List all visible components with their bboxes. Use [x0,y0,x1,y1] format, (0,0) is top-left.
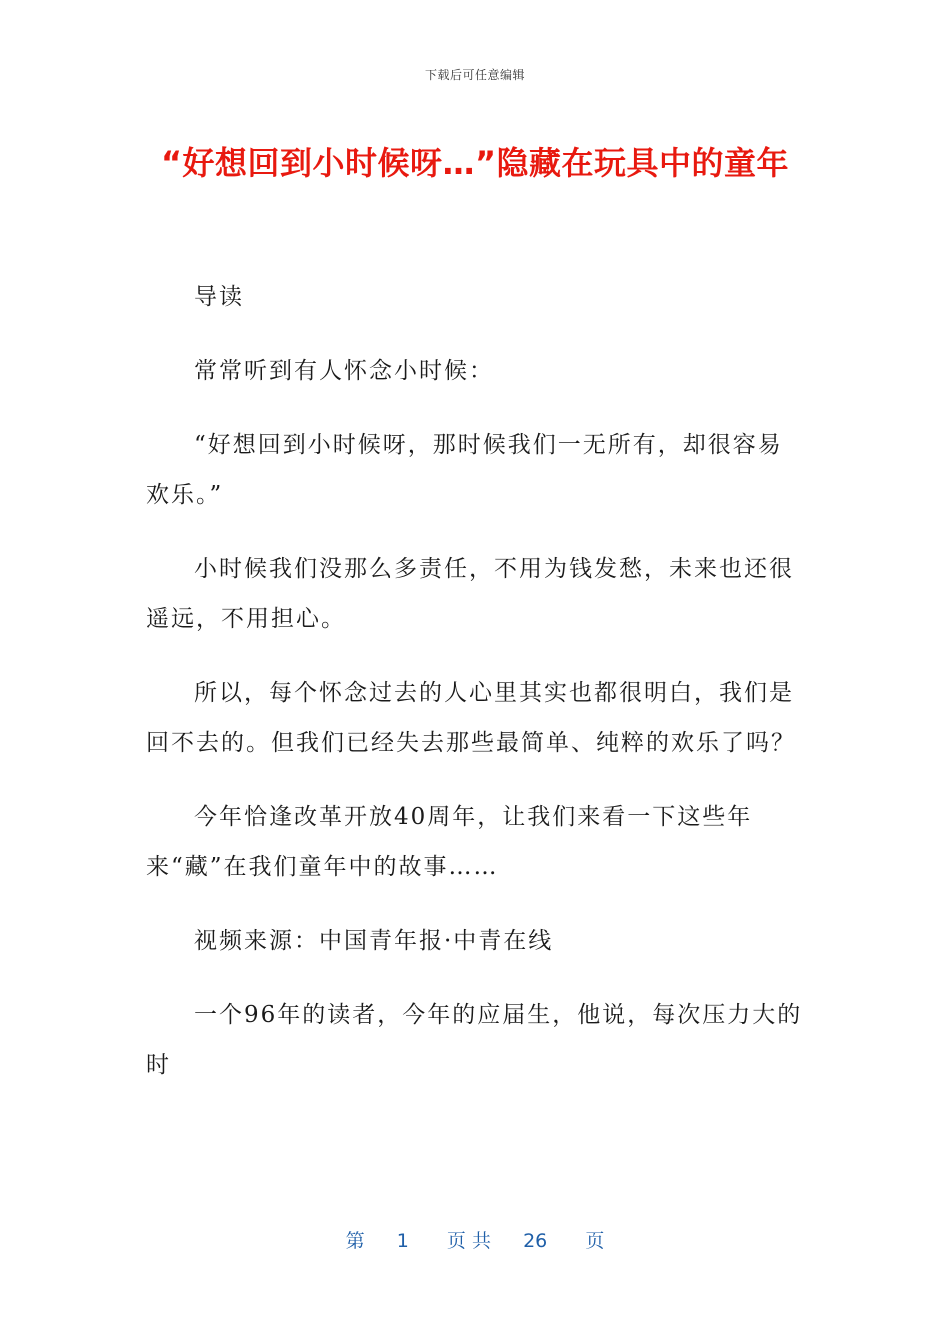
footer-page-suffix: 页 [585,1230,605,1252]
article-body [146,272,806,1114]
footer-total-pages: 26 [523,1230,548,1252]
footer-page-mid: 页 共 [446,1230,491,1252]
footer-current-page: 1 [396,1230,409,1252]
paragraph: 一个96年的读者，今年的应届生，他说，每次压力大的时 [146,1002,803,1078]
document-title: “好想回到小时候呀…”隐藏在玩具中的童年 [160,144,790,182]
paragraph: 小时候我们没那么多责任，不用为钱发愁，未来也还很遥远，不用担心。 [146,556,794,632]
header-note: 下载后可任意编辑 [424,68,525,82]
paragraph: 所以，每个怀念过去的人心里其实也都很明白，我们是回不去的。但我们已经失去那些最简单、纯粹的欢乐了吗？ [146,680,796,756]
page-number-footer [0,1226,950,1253]
footer-page-prefix: 第 [345,1230,365,1252]
paragraph: 常常听到有人怀念小时候： [194,358,494,384]
paragraph: 今年恰逢改革开放40周年，让我们来看一下这些年来“藏”在我们童年中的故事…… [146,804,753,880]
paragraph-video-source: 视频来源：中国青年报·中青在线 [194,928,554,954]
paragraph-quote: “好想回到小时候呀，那时候我们一无所有，却很容易欢乐。” [146,432,783,508]
paragraph-intro-label: 导读 [194,284,244,310]
